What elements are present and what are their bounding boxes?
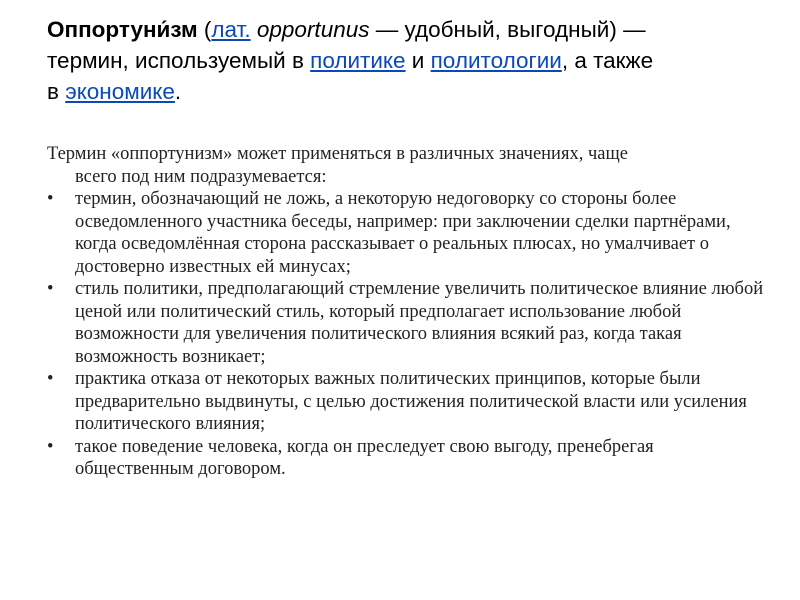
bullet-icon: • <box>47 369 54 389</box>
bullet-icon: • <box>47 189 54 209</box>
link-political-science[interactable]: политологии <box>430 48 562 73</box>
link-lat[interactable]: лат. <box>211 17 251 42</box>
list-item <box>47 368 767 436</box>
intro-line2-b: , а также <box>561 48 654 73</box>
lead-paragraph <box>47 143 767 188</box>
list-item-text: такое поведение человека, когда он преследует свою выгоду, пренебрегая общественным договором. <box>75 436 654 479</box>
link-politics[interactable]: политике <box>310 48 406 73</box>
and-text: и <box>405 48 431 73</box>
bullet-icon: • <box>47 436 54 457</box>
list-item <box>47 436 767 481</box>
latin-word: opportunus <box>256 17 370 42</box>
intro-line3-a: в <box>47 79 66 104</box>
body-text <box>47 143 767 481</box>
list-item <box>47 278 767 368</box>
list-item-text: стиль политики, предполагающий стремление увеличить политическое влияние любой ценой или политический стиль, который предполагает использование любой возможности для увеличения политического влияния всякий раз, когда такая возможность возникает; <box>75 279 764 367</box>
lead-line-2: всего под ним подразумевается: <box>75 166 327 187</box>
lead-line-1: Термин «оппортунизм» может применяться в различных значениях, чаще <box>47 144 628 164</box>
meaning-text: — удобный, выгодный) — <box>369 17 646 42</box>
period: . <box>174 79 182 104</box>
bullet-icon: • <box>47 279 54 299</box>
bullet-list <box>47 188 767 481</box>
intro-line2-a: термин, используемый в <box>47 48 311 73</box>
link-economics[interactable]: экономике <box>65 79 175 104</box>
list-item <box>47 188 767 278</box>
intro-paragraph <box>47 14 767 107</box>
open-paren: ( <box>197 17 212 42</box>
term-heading: Оппортуни́зм <box>47 17 198 42</box>
list-item-text: практика отказа от некоторых важных политических принципов, которые были предварительно выдвинуты, с целью достижения политической власти или усиления политического влияния; <box>75 369 747 434</box>
list-item-text: термин, обозначающий не ложь, а некоторую недоговорку со стороны более осведомленного участника беседы, например: при заключении сделки партнёрами, когда осведомлённая сторона рассказывает о реальных плюсах, но умалчивает о достоверно известных ей минусах; <box>75 189 731 277</box>
